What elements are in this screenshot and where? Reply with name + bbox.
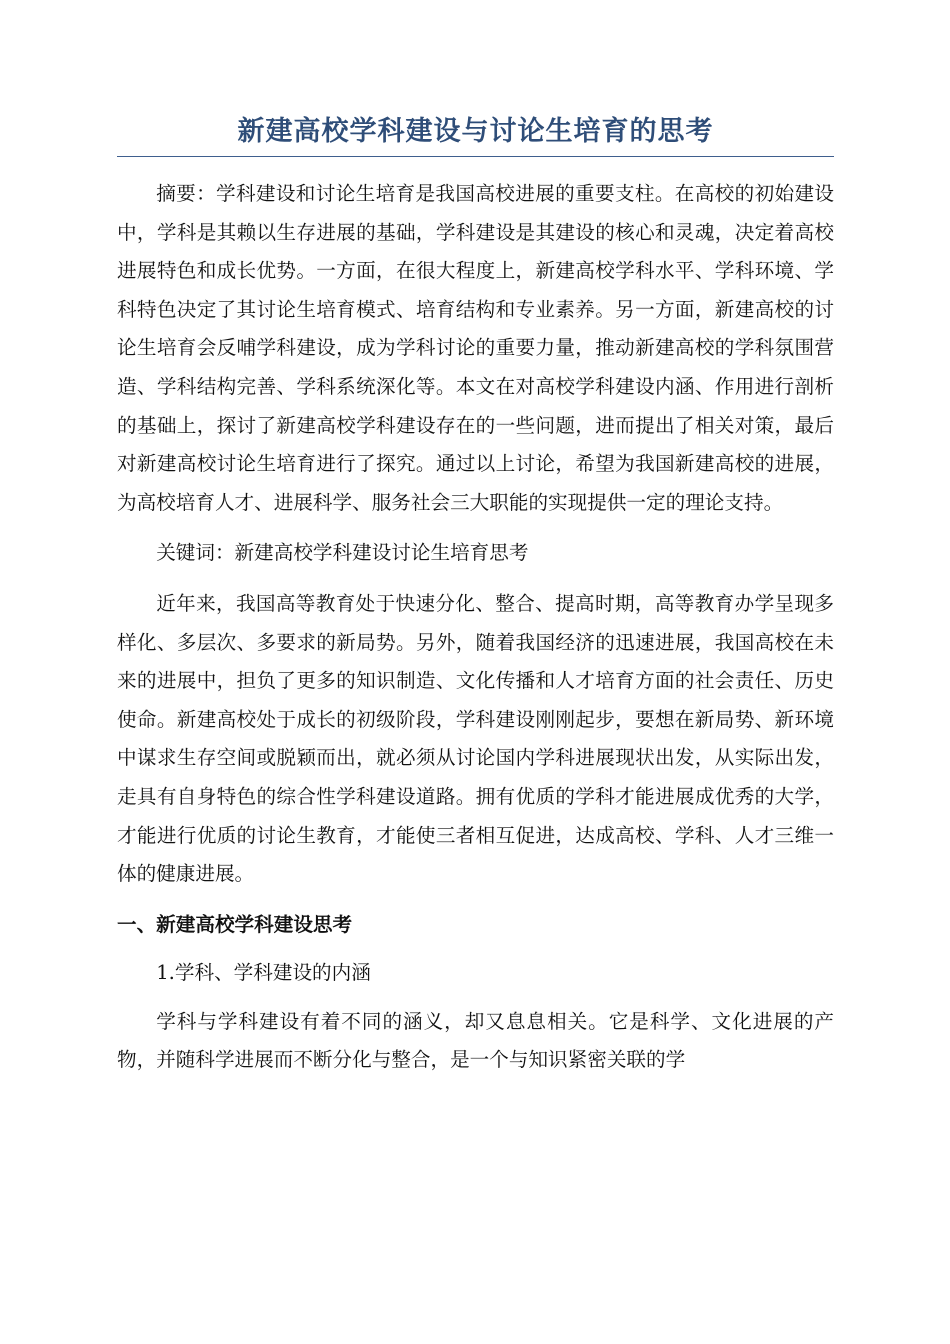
intro-paragraph: 近年来，我国高等教育处于快速分化、整合、提高时期，高等教育办学呈现多样化、多层次、多要求的新局势。另外，随着我国经济的迅速进展，我国高校在未来的进展中，担负了更多的知识制造、文化传播和人才培育方面的社会责任、历史使命。新建高校处于成长的初级阶段，学科建设刚刚起步，要想在新局势、新环境中谋求生存空间或脱颖而出，就必须从讨论国内学科进展现状出发，从实际出发，走具有自身特色的综合性学科建设道路。拥有优质的学科才能进展成优秀的大学，才能进行优质的讨论生教育，才能使三者相互促进，达成高校、学科、人才三维一体的健康进展。	[117, 591, 834, 886]
abstract-paragraph: 摘要：学科建设和讨论生培育是我国高校进展的重要支柱。在高校的初始建设中，学科是其赖以生存进展的基础，学科建设是其建设的核心和灵魂，决定着高校进展特色和成长优势。一方面，在很大程度上，新建高校学科水平、学科环境、学科特色决定了其讨论生培育模式、培育结构和专业素养。另一方面，新建高校的讨论生培育会反哺学科建设，成为学科讨论的重要力量，推动新建高校的学科氛围营造、学科结构完善、学科系统深化等。本文在对高校学科建设内涵、作用进行剖析的基础上，探讨了新建高校学科建设存在的一些问题，进而提出了相关对策，最后对新建高校讨论生培育进行了探究。通过以上讨论，希望为我国新建高校的进展，为高校培育人才、进展科学、服务社会三大职能的实现提供一定的理论支持。	[117, 182, 834, 514]
body-paragraph: 学科与学科建设有着不同的涵义，却又息息相关。它是科学、文化进展的产物，并随科学进展而不断分化与整合，是一个与知识紧密关联的学	[117, 1009, 834, 1072]
document-title: 新建高校学科建设与讨论生培育的思考	[117, 110, 834, 157]
document-page	[117, 110, 834, 1092]
keywords-paragraph: 关键词：新建高校学科建设讨论生培育思考	[156, 541, 529, 565]
section-heading: 一、新建高校学科建设思考	[117, 912, 353, 936]
subsection-heading: 1.学科、学科建设的内涵	[156, 961, 371, 985]
